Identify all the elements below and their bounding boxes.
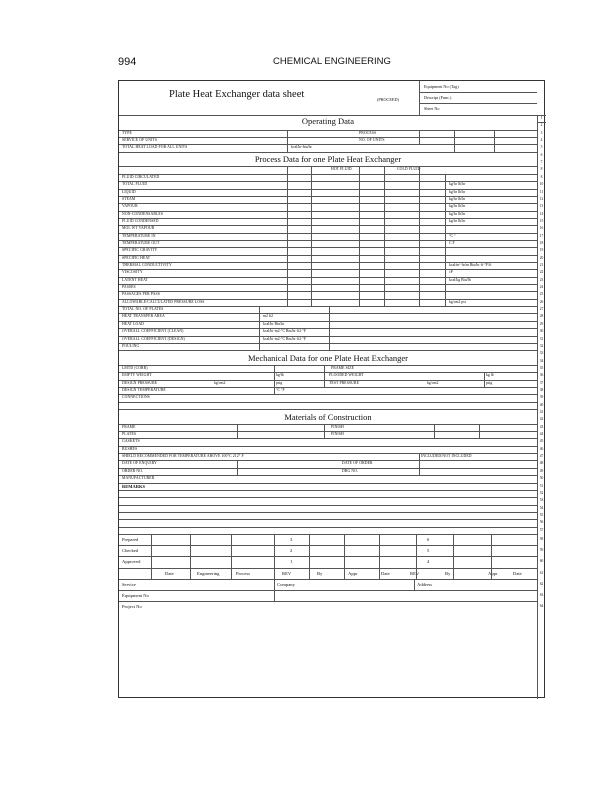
line-number: 42 bbox=[539, 417, 544, 422]
process-row-label: LATENT HEAT bbox=[122, 277, 149, 282]
process-row-label: FLUID CONDENSED bbox=[122, 218, 159, 223]
line-number: 16 bbox=[539, 226, 544, 231]
running-title: CHEMICAL ENGINEERING bbox=[273, 56, 391, 67]
summary-row-label: HEAT LOAD bbox=[122, 321, 145, 326]
process-row-label: TEMPERATURE OUT bbox=[122, 240, 160, 245]
line-number: 63 bbox=[539, 592, 544, 597]
op-row-label: TYPE bbox=[122, 130, 132, 135]
line-number: 27 bbox=[539, 307, 544, 312]
line-number: 10 bbox=[539, 182, 544, 187]
process-row-label: LIQUID bbox=[122, 189, 136, 194]
process-row-label: FLUID CIRCULATED bbox=[122, 174, 160, 179]
line-number: 46 bbox=[539, 446, 544, 451]
sheet-no-label: Sheet No bbox=[424, 106, 440, 111]
line-number: 18 bbox=[539, 240, 544, 245]
page-header bbox=[118, 56, 546, 70]
line-number: 37 bbox=[539, 380, 544, 385]
summary-row-label: HEAT TRANSFER AREA bbox=[122, 314, 165, 319]
proceed-label: (PROCEED) bbox=[377, 97, 399, 102]
frame-label: FRAME bbox=[122, 424, 136, 429]
process-row-label: SPECIFIC HEAT bbox=[122, 255, 151, 260]
cold-fluid-header: COLD FLUID bbox=[397, 167, 421, 172]
summary-row-unit: m2 ft2 bbox=[263, 314, 274, 319]
line-number: 48 bbox=[539, 461, 544, 466]
process-row-unit: kcal/m²·hr/m Btu/hr·ft·°F/ft bbox=[449, 263, 492, 267]
process-data-title: Process Data for one Plate Heat Exchanger bbox=[254, 154, 402, 165]
revision-row-label: Checked bbox=[122, 548, 139, 554]
line-number: 58 bbox=[539, 536, 544, 541]
line-number: 5 bbox=[540, 145, 543, 150]
sheet-title: Plate Heat Exchanger data sheet bbox=[169, 89, 305, 100]
process-row-label: PASSAGES PER PASS bbox=[122, 292, 160, 297]
op-row-field: NO. OF UNITS bbox=[359, 138, 385, 143]
line-number: 49 bbox=[539, 468, 544, 473]
line-number: 12 bbox=[539, 196, 544, 201]
process-row-label: VAPOUR bbox=[122, 204, 138, 209]
line-number: 44 bbox=[539, 432, 544, 437]
line-number: 21 bbox=[539, 263, 544, 267]
design-temp-label: DESIGN TEMPERATURE bbox=[122, 387, 166, 392]
line-number: 29 bbox=[539, 321, 544, 326]
line-number: 13 bbox=[539, 204, 544, 209]
process-row-label: STEAM bbox=[122, 196, 136, 201]
service-label: Service bbox=[122, 581, 136, 587]
operating-data-title: Operating Data bbox=[301, 116, 355, 126]
revision-column-header: Date bbox=[165, 570, 174, 576]
design-pressure-unit-kg: kg/cm2 bbox=[214, 380, 226, 385]
company-label: Company bbox=[277, 581, 295, 587]
line-number: 1 bbox=[540, 116, 543, 120]
process-row-label: TEMPERATURE IN bbox=[122, 233, 156, 238]
summary-row-unit: kcal/hr·m2·°C Btu/hr·ft2·°F bbox=[263, 329, 307, 334]
line-number: 19 bbox=[539, 248, 544, 253]
flooded-weight-label: FLOODED WEIGHT bbox=[329, 373, 364, 378]
line-number: 26 bbox=[539, 299, 544, 304]
line-number: 52 bbox=[539, 490, 544, 495]
process-row-label: TOTAL FLUID bbox=[122, 182, 148, 187]
enquiry-date-label: DATE OF ENQUIRY bbox=[122, 461, 157, 466]
test-pressure-label: TEST PRESSURE bbox=[329, 380, 360, 385]
hot-fluid-header: HOT FLUID bbox=[331, 167, 352, 172]
process-row-label: MOL WT VAPOUR bbox=[122, 226, 155, 231]
process-row-unit: kg/hr lb/hr bbox=[449, 196, 466, 201]
line-number: 2 bbox=[540, 123, 543, 128]
line-number: 23 bbox=[539, 277, 544, 282]
line-number: 62 bbox=[539, 581, 544, 586]
line-number: 6 bbox=[540, 152, 543, 157]
line-number: 22 bbox=[539, 270, 544, 275]
revision-number: 1 bbox=[290, 559, 293, 565]
summary-row-unit: kcal/hr·m2·°C Btu/hr·ft2·°F bbox=[263, 336, 307, 341]
process-row-unit: kg/hr lb/hr bbox=[449, 182, 466, 187]
bushes-label: BUSHES bbox=[122, 446, 138, 451]
design-temp-unit: °C °F bbox=[276, 387, 285, 392]
plates-finish-label: FINISH bbox=[331, 432, 344, 437]
process-row-unit: kg/cm2 psi bbox=[449, 299, 466, 304]
line-number: 28 bbox=[539, 314, 544, 319]
summary-row-unit: kcal/hr Btu/hr bbox=[263, 321, 285, 326]
revision-column-header: By bbox=[317, 570, 323, 576]
descript-label: Descript (Func.) bbox=[424, 95, 452, 100]
revision-column-header: Engineering bbox=[197, 570, 220, 576]
design-pressure-unit-psig: psig bbox=[276, 380, 283, 385]
included-label: INCLUDED/NOT INCLUDED bbox=[421, 454, 472, 459]
summary-row-label: FOULING bbox=[122, 343, 140, 348]
line-number: 56 bbox=[539, 520, 544, 525]
line-number: 7 bbox=[540, 160, 543, 165]
summary-row-label: TOTAL NO. OF PLATES bbox=[122, 307, 164, 312]
line-number: 61 bbox=[539, 570, 544, 575]
materials-title: Materials of Construction bbox=[284, 412, 372, 423]
revision-column-header: Date bbox=[381, 570, 390, 576]
test-pressure-unit-psig: psig bbox=[486, 380, 493, 385]
line-number: 24 bbox=[539, 285, 544, 290]
revision-column-header: Appr bbox=[488, 570, 498, 576]
revision-row-label: Prepared bbox=[122, 536, 139, 542]
order-date-label: DATE OF ORDER bbox=[342, 461, 373, 466]
process-row-label: SPECIFIC GRAVITY bbox=[122, 248, 158, 253]
flooded-weight-unit: kg lb bbox=[486, 373, 494, 378]
process-row-label: VISCOSITY bbox=[122, 270, 143, 275]
line-number: 55 bbox=[539, 512, 544, 517]
process-row-unit: kg/hr lb/hr bbox=[449, 218, 466, 223]
revision-number: 5 bbox=[427, 548, 430, 554]
line-number: 59 bbox=[539, 548, 544, 553]
order-no-label: ORDER NO. bbox=[122, 468, 144, 473]
data-sheet-form bbox=[118, 80, 545, 698]
line-number: 54 bbox=[539, 505, 544, 510]
manufacturer-label: MANUFACTURER bbox=[122, 476, 155, 481]
line-number: 14 bbox=[539, 211, 544, 216]
empty-weight-unit: kg/lb bbox=[276, 373, 284, 378]
page-number: 994 bbox=[118, 56, 137, 68]
line-number: 40 bbox=[539, 402, 544, 407]
process-row-unit: kcal/kg Btu/lb bbox=[449, 277, 471, 282]
gaskets-label: GASKETS bbox=[122, 439, 140, 444]
process-row-label: THERMAL CONDUCTIVITY bbox=[122, 263, 172, 267]
process-row-unit: kg/hr lb/hr bbox=[449, 211, 466, 216]
frame-finish-label: FINISH bbox=[331, 424, 344, 429]
line-number: 38 bbox=[539, 387, 544, 392]
line-number: 30 bbox=[539, 329, 544, 334]
process-row-label: ALLOWABLE/CALCULATED PRESSURE LOSS bbox=[122, 299, 205, 304]
line-number: 60 bbox=[539, 559, 544, 564]
revision-column-header: Date bbox=[513, 570, 522, 576]
line-number: 20 bbox=[539, 255, 544, 260]
revision-column-header: Process bbox=[236, 570, 251, 576]
revision-column-header: Appr bbox=[348, 570, 358, 576]
op-row-unit: kcal/hr-btu/hr bbox=[291, 145, 312, 150]
line-number: 64 bbox=[539, 604, 544, 609]
revision-column-header: By bbox=[445, 570, 451, 576]
line-number: 50 bbox=[539, 476, 544, 481]
process-row-unit: C F bbox=[449, 240, 455, 245]
equipment-tag-label: Equipment No (Tag) bbox=[424, 84, 459, 89]
line-number: 57 bbox=[539, 527, 544, 532]
line-number: 17 bbox=[539, 233, 544, 238]
process-row-unit: kg/hr lb/hr bbox=[449, 189, 466, 194]
summary-row-label: OVERALL COEFFICIENT (DESIGN) bbox=[122, 336, 185, 341]
process-row-unit: cP bbox=[449, 270, 453, 275]
equipment-no-label: Equipment No bbox=[122, 592, 149, 598]
line-number: 51 bbox=[539, 483, 544, 488]
mechanical-data-title: Mechanical Data for one Plate Heat Exchanger bbox=[247, 352, 408, 363]
empty-weight-label: EMPTY WEIGHT bbox=[122, 373, 152, 378]
op-row-label: TOTAL HEAT LOAD FOR ALL UNITS bbox=[122, 145, 188, 150]
revision-column-header: REV bbox=[410, 570, 420, 576]
line-number: 35 bbox=[539, 365, 544, 370]
line-number: 4 bbox=[540, 138, 543, 143]
revision-number: 4 bbox=[427, 559, 430, 565]
shield-label: SHIELD RECOMMENDED FOR TEMPERATURE ABOVE 100°C 212° F bbox=[122, 454, 244, 459]
line-number: 8 bbox=[540, 167, 543, 172]
drg-no-label: DRG NO. bbox=[342, 468, 359, 473]
lmtd-label: LMTD (CORR) bbox=[122, 365, 148, 370]
line-number: 39 bbox=[539, 395, 544, 400]
address-label: Address bbox=[417, 581, 433, 587]
connections-label: CONNECTIONS bbox=[122, 395, 150, 400]
remarks-label: REMARKS bbox=[122, 483, 146, 489]
frame-size-label: FRAME SIZE bbox=[331, 365, 355, 370]
revision-row-label: Approved bbox=[122, 559, 141, 565]
process-row-unit: °C ° bbox=[449, 233, 456, 238]
line-number: 47 bbox=[539, 454, 544, 459]
line-number: 36 bbox=[539, 373, 544, 378]
line-number: 15 bbox=[539, 218, 544, 223]
process-row-label: NON-CONDENSABLES bbox=[122, 211, 164, 216]
line-number: 25 bbox=[539, 292, 544, 297]
line-number: 43 bbox=[539, 424, 544, 429]
revision-number: 2 bbox=[290, 548, 293, 554]
revision-number: 6 bbox=[427, 536, 430, 542]
revision-column-header: REV bbox=[282, 570, 292, 576]
process-row-label: PASSES bbox=[122, 285, 136, 290]
process-row-unit: kg/hr lb/hr bbox=[449, 204, 466, 209]
line-number: 8 bbox=[540, 174, 543, 179]
summary-row-label: OVERALL COEFFICIENT (CLEAN) bbox=[122, 329, 184, 334]
revision-number: 3 bbox=[290, 536, 293, 542]
line-number: 31 bbox=[539, 336, 544, 341]
test-pressure-unit-kg: kg/cm2 bbox=[427, 380, 439, 385]
line-number: 32 bbox=[539, 343, 544, 348]
line-number: 34 bbox=[539, 358, 544, 363]
project-no-label: Project No bbox=[122, 604, 142, 610]
op-row-label: SERVICE OF UNITS bbox=[122, 138, 158, 143]
line-number: 3 bbox=[540, 130, 543, 135]
op-row-field: PROCESS bbox=[359, 130, 377, 135]
design-pressure-label: DESIGN PRESSURE bbox=[122, 380, 158, 385]
line-number: 45 bbox=[539, 439, 544, 444]
line-number: 53 bbox=[539, 498, 544, 503]
plates-label: PLATES bbox=[122, 432, 137, 437]
line-number: 41 bbox=[539, 410, 544, 414]
line-number: 11 bbox=[539, 189, 544, 194]
line-number: 33 bbox=[539, 351, 544, 356]
